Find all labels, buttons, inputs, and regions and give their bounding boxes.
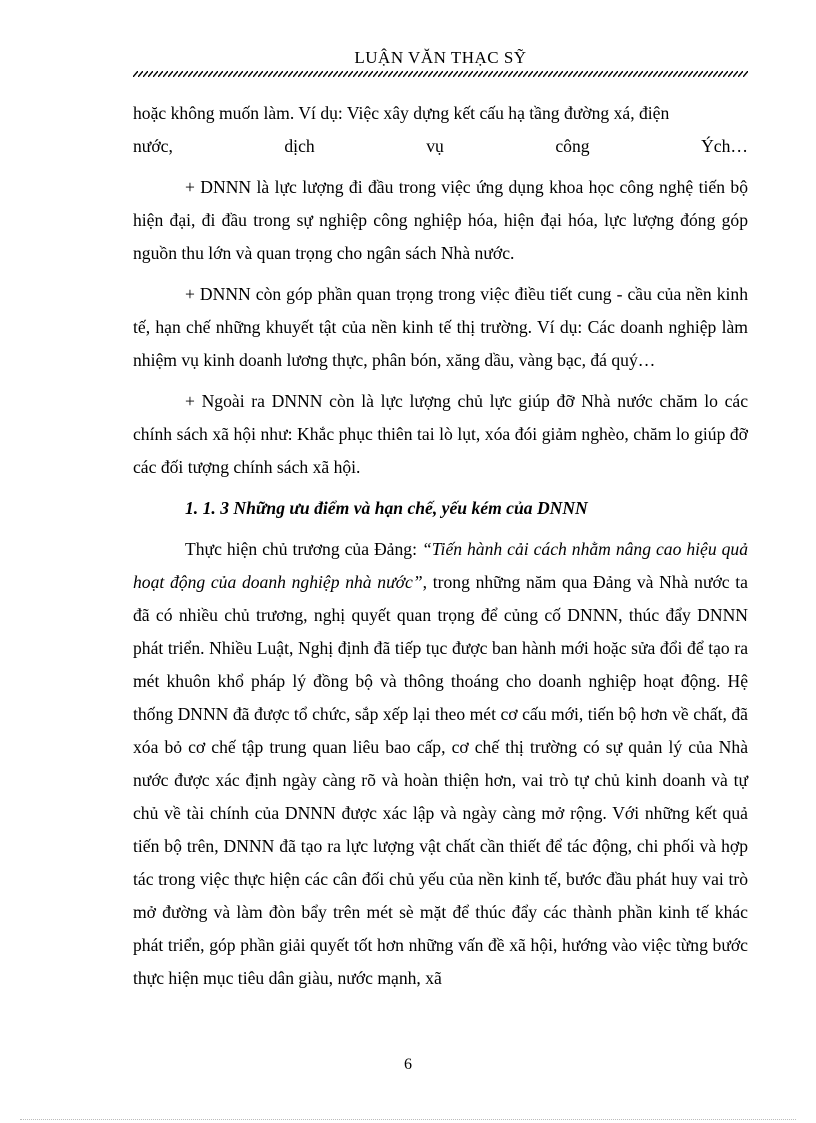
paragraph-5-quote: “Tiến hành cải cách nhằm nâng cao hiệu quả hoạt động của doanh nghiệp nhà nước” — [133, 539, 748, 592]
page-body — [133, 97, 748, 995]
paragraph-5-body: , trong những năm qua Đảng và Nhà nước ta đã có nhiều chủ trương, nghị quyết quan trọng để củng cố DNNN, thúc đẩy DNNN phát triển. Nhiều Luật, Nghị định đã tiếp tục được ban hành mới hoặc sửa đổi để tạo ra mét khuôn khổ pháp lý đồng bộ và thông thoáng cho doanh nghiệp hoạt động. Hệ thống DNNN đã được tổ chức, sắp xếp lại theo mét cơ cấu mới, tiến bộ hơn về chất, đã xóa bỏ cơ chế tập trung quan liêu bao cấp, cơ chế thị trường có sự quản lý của Nhà nước được xác định ngày càng rõ và hoàn thiện hơn, vai trò tự chủ kinh doanh và tự chủ về tài chính của DNNN được xác lập và ngày càng mở rộng. Với những kết quả tiến bộ trên, DNNN đã tạo ra lực lượng vật chất cần thiết để tác động, chi phối và hợp tác trong việc thực hiện các cân đối chủ yếu của nền kinh tế, bước đầu phát huy vai trò mở đường và làm đòn bẩy trên mét sè mặt để thúc đẩy các thành phần kinh tế khác phát triển, góp phần giải quyết tốt hơn những vấn đề xã hội, hướng vào việc từng bước thực hiện mục tiêu dân giàu, nước mạnh, xã — [133, 572, 748, 988]
paragraph-3: + DNNN còn góp phần quan trọng trong việc điều tiết cung - cầu của nền kinh tế, hạn chế những khuyết tật của nền kinh tế thị trường. Ví dụ: Các doanh nghiệp làm nhiệm vụ kinh doanh lương thực, phân bón, xăng dầu, vàng bạc, đá quý… — [133, 284, 748, 370]
page-number: 6 — [404, 1056, 412, 1073]
header-divider — [133, 71, 748, 77]
paragraph-5 — [133, 533, 748, 995]
paragraph-5-intro: Thực hiện chủ trương của Đảng: — [185, 539, 422, 559]
paragraph-2: + DNNN là lực lượng đi đầu trong việc ứng dụng khoa học công nghệ tiến bộ hiện đại, đi đầu trong sự nghiệp công nghiệp hóa, hiện đại hóa, lực lượng đóng góp nguồn thu lớn và quan trọng cho ngân sách Nhà nước. — [133, 177, 748, 263]
section-heading: 1. 1. 3 Những ưu điểm và hạn chế, yếu kém của DNNN — [185, 498, 588, 518]
paragraph-1-line-2: nước, dịch vụ công Ých… — [133, 136, 748, 156]
footer-divider — [20, 1119, 796, 1120]
paragraph-4: + Ngoài ra DNNN còn là lực lượng chủ lực giúp đỡ Nhà nước chăm lo các chính sách xã hội như: Khắc phục thiên tai lò lụt, xóa đói giảm nghèo, chăm lo giúp đỡ các đối tượng chính sách xã hội. — [133, 391, 748, 477]
paragraph-1-line-1: hoặc không muốn làm. Ví dụ: Việc xây dựng kết cấu hạ tầng đường xá, điện — [133, 103, 670, 123]
running-header: LUẬN VĂN THẠC SỸ — [354, 48, 527, 67]
